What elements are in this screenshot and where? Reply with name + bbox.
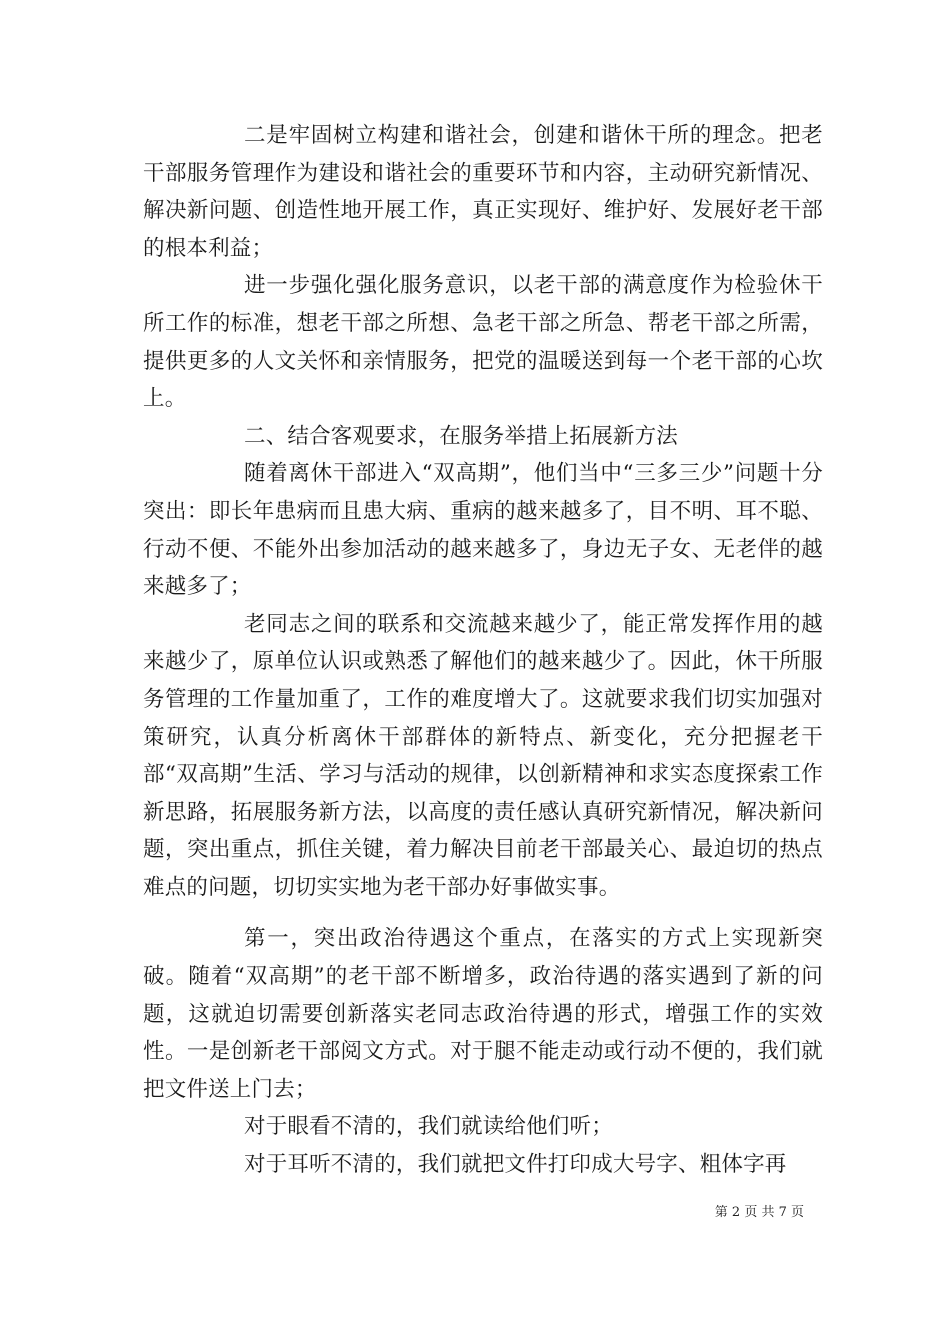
- page-number-footer: 第 2 页 共 7 页: [714, 1205, 804, 1220]
- paragraph-large-print: 对于耳听不清的，我们就把文件打印成大号字、粗体字再: [244, 1152, 787, 1178]
- section-heading-new-methods: 二、结合客观要求，在服务举措上拓展新方法: [244, 423, 679, 449]
- paragraph-read-aloud: 对于眼看不清的，我们就读给他们听；: [244, 1114, 613, 1140]
- paragraph-political-treatment: 第一，突出政治待遇这个重点，在落实的方式上实现新突破。随着“双高期”的老干部不断增多，政治待遇的落实遇到了新的问题，这就迫切需要创新落实老同志政治待遇的形式，增强工作的实效性。一是创新老干部阅文方式。对于腿不能走动或行动不便的，我们就把文件送上门去；: [143, 926, 823, 1102]
- document-body: [143, 117, 823, 1184]
- paragraph-workload-increase: 老同志之间的联系和交流越来越少了，能正常发挥作用的越来越少了，原单位认识或熟悉了解他们的越来越少了。因此，休干所服务管理的工作量加重了，工作的难度增大了。这就要求我们切实加强对策研究，认真分析离休干部群体的新特点、新变化，充分把握老干部“双高期”生活、学习与活动的规律，以创新精神和求实态度探索工作新思路，拓展服务新方法，以高度的责任感认真研究新情况，解决新问题，突出重点，抓住关键，着力解决目前老干部最关心、最迫切的热点难点的问题，切切实实地为老干部办好事做实事。: [143, 611, 823, 900]
- paragraph-harmonious-society-concept: 二是牢固树立构建和谐社会，创建和谐休干所的理念。把老干部服务管理作为建设和谐社会的重要环节和内容，主动研究新情况、解决新问题、创造性地开展工作，真正实现好、维护好、发展好老干部的根本利益；: [143, 123, 823, 261]
- paragraph-double-high-period: 随着离休干部进入“双高期”，他们当中“三多三少”问题十分突出：即长年患病而且患大病、重病的越来越多了，目不明、耳不聪、行动不便、不能外出参加活动的越来越多了，身边无子女、无老伴的越来越多了；: [143, 461, 823, 600]
- paragraph-service-awareness: 进一步强化强化服务意识，以老干部的满意度作为检验休干所工作的标准，想老干部之所想、急老干部之所急、帮老干部之所需，提供更多的人文关怀和亲情服务，把党的温暖送到每一个老干部的心坎上。: [143, 273, 823, 412]
